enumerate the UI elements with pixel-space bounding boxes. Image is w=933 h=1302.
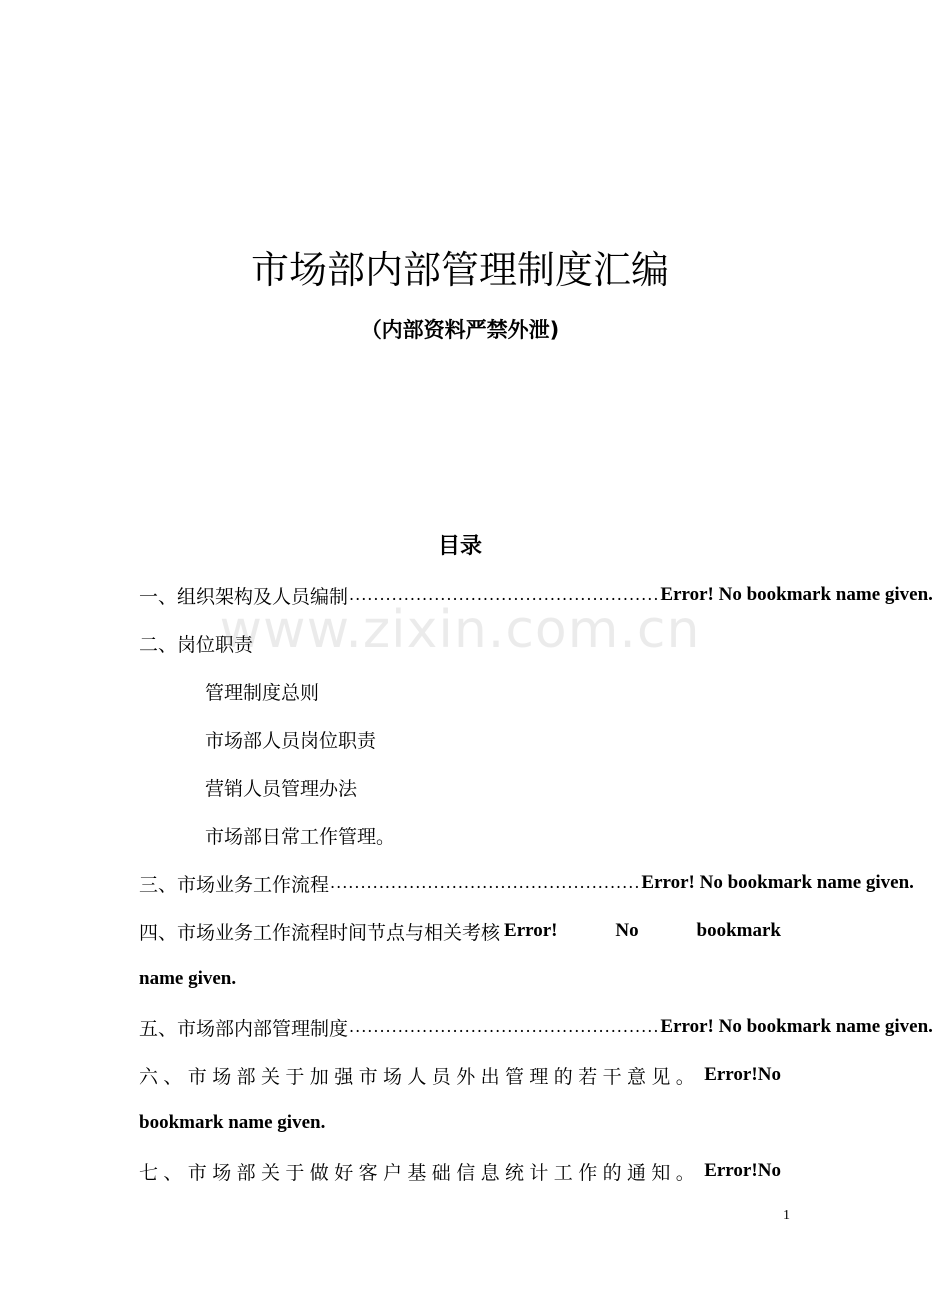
toc-heading: 目录 — [437, 534, 482, 559]
toc-entry-label: 五、市场部内部管理制度 — [139, 1017, 349, 1040]
toc-subentry[interactable] — [205, 723, 781, 755]
toc-entry-label: 一、组织架构及人员编制 — [139, 585, 349, 608]
toc-subentry[interactable] — [205, 675, 781, 707]
toc-leader-dots: ................................................... — [349, 585, 660, 604]
watermark: www.zixin.com.cn — [219, 600, 701, 660]
toc-entry[interactable] — [139, 627, 781, 659]
toc-subentry[interactable] — [205, 771, 781, 803]
document-title: 市场部内部管理制度汇编 — [250, 248, 669, 292]
toc-entry[interactable] — [139, 1059, 781, 1091]
document-subtitle: （内部资料严禁外泄) — [360, 318, 560, 342]
toc-entry-error — [504, 920, 781, 942]
toc-error-continuation: bookmark name given. — [139, 1112, 326, 1133]
toc-entry-label: 营销人员管理办法 — [205, 777, 358, 800]
toc-entry[interactable] — [139, 1155, 781, 1187]
toc-entry-label: 六、市场部关于加强市场人员外出管理的若干意见。 — [139, 1065, 701, 1088]
toc-entry-label: 二、岗位职责 — [139, 633, 254, 656]
toc-error-word: Error! — [704, 1064, 758, 1085]
toc-entry[interactable] — [139, 867, 914, 899]
toc-entry-label: 三、市场业务工作流程 — [139, 873, 330, 896]
toc-error-word: bookmark — [696, 920, 781, 941]
toc-error-word: No — [757, 1160, 781, 1181]
toc-error-word: Error! — [704, 1160, 758, 1181]
toc-error-word: Error! — [504, 920, 558, 941]
toc-leader-dots: ................................................... — [330, 873, 641, 892]
toc-entry-error: Error! No bookmark name given. — [660, 584, 933, 605]
toc-entry[interactable] — [139, 1011, 933, 1043]
toc-entry-label: 市场部日常工作管理。 — [205, 825, 396, 848]
toc-entry-continuation — [139, 1107, 781, 1139]
toc-entry[interactable] — [139, 579, 933, 611]
toc-error-word: No — [757, 1064, 781, 1085]
toc-error-continuation: name given. — [139, 968, 237, 989]
toc-error-word: No — [615, 920, 639, 941]
toc-subentry[interactable] — [205, 819, 781, 851]
toc-leader-dots: ................................................... — [349, 1017, 660, 1036]
toc-entry-continuation — [139, 963, 781, 995]
toc-entry-label: 四、市场业务工作流程时间节点与相关考核 — [139, 921, 501, 944]
toc-entry-error: Error! No bookmark name given. — [641, 872, 914, 893]
toc-entry-label: 管理制度总则 — [205, 681, 320, 704]
page-number: 1 — [783, 1208, 790, 1223]
toc-entry-error — [704, 1160, 781, 1182]
toc-entry-label: 七、市场部关于做好客户基础信息统计工作的通知。 — [139, 1161, 701, 1184]
toc-entry-label: 市场部人员岗位职责 — [205, 729, 377, 752]
toc-entry[interactable] — [139, 915, 781, 947]
toc-entry-error: Error! No bookmark name given. — [660, 1016, 933, 1037]
toc-entry-error — [704, 1064, 781, 1086]
